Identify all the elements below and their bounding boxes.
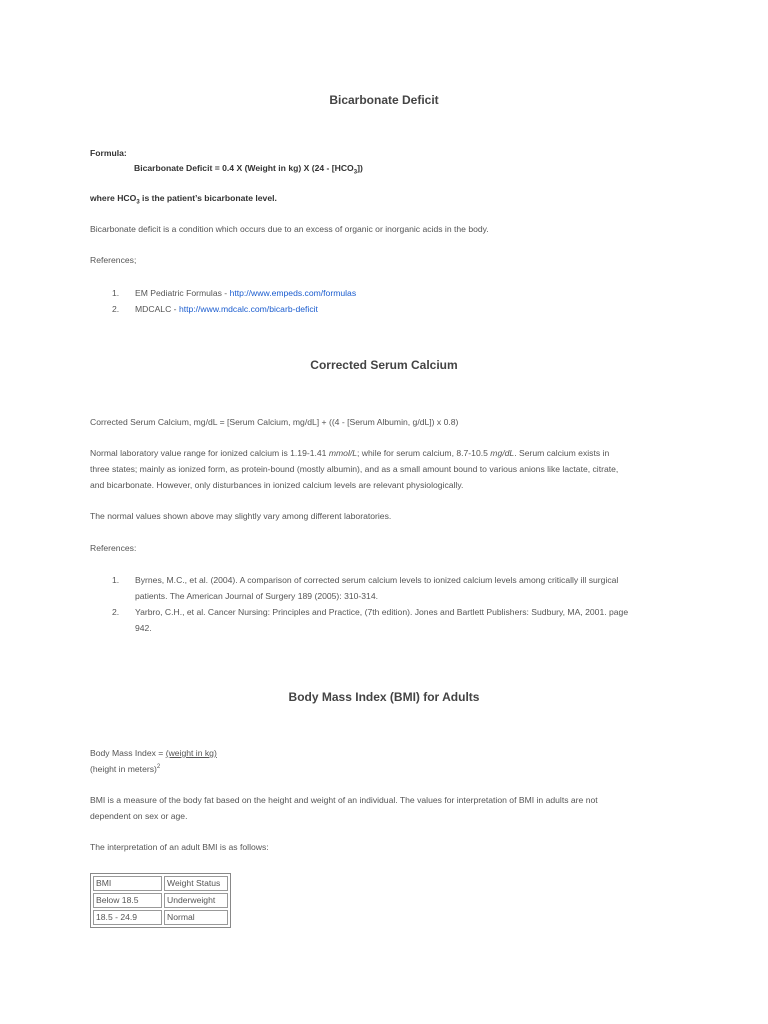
table-header-weight-status: Weight Status xyxy=(164,876,228,891)
bmi-interpretation-label: The interpretation of an adult BMI is as follows: xyxy=(90,842,269,852)
calcium-vary-note: The normal values shown above may slightly vary among different laboratories. xyxy=(90,511,392,521)
table-header-bmi: BMI xyxy=(93,876,162,891)
bicarb-where-note: where $HCO_3$ is the patient’s bicarbonate level. xyxy=(90,193,277,206)
bmi-description-line2: dependent on sex or age. xyxy=(90,811,188,821)
bmi-formula-denominator: (height in meters)$^2$ xyxy=(90,764,161,774)
calcium-normal-line2: three states; mainly as ionized form, as protein-bound (mostly albumin), and as a small amount bound to various anions like lactate, citrate, xyxy=(90,464,619,474)
bicarb-references-label: References; xyxy=(90,255,137,265)
table-row xyxy=(93,876,228,891)
bmi-formula-numerator: Body Mass Index = (weight in kg) xyxy=(90,748,217,758)
bmi-table xyxy=(90,873,231,928)
empeds-formulas-link[interactable]: http://www.empeds.com/formulas xyxy=(229,288,357,298)
table-row xyxy=(93,910,228,925)
formula-label: Formula: xyxy=(90,148,127,158)
bicarb-formula: Bicarbonate Deficit = 0.4 X (Weight in kg) X $(24 - [HCO_3])$ xyxy=(134,163,363,176)
bicarbonate-deficit-heading: Bicarbonate Deficit xyxy=(329,93,439,107)
corrected-serum-calcium-heading: Corrected Serum Calcium xyxy=(310,358,458,372)
table-cell: Below 18.5 xyxy=(93,893,162,908)
calcium-normal-line1: Normal laboratory value range for ionized calcium is 1.19-1.41 mmol/L; while for serum calcium, 8.7-10.5 mg/dL. Serum calcium exists in xyxy=(90,448,610,458)
bmi-description-line1: BMI is a measure of the body fat based on the height and weight of an individual. The values for interpretation of BMI in adults are not xyxy=(90,795,598,805)
table-cell: 18.5 - 24.9 xyxy=(93,910,162,925)
table-row xyxy=(93,893,228,908)
bmi-heading: Body Mass Index (BMI) for Adults xyxy=(288,690,480,704)
mdcalc-bicarb-link[interactable]: http://www.mdcalc.com/bicarb-deficit xyxy=(178,304,318,314)
table-cell: Normal xyxy=(164,910,228,925)
calcium-references-label: References: xyxy=(90,543,137,553)
table-cell: Underweight xyxy=(164,893,228,908)
calcium-normal-line3: and bicarbonate. However, only disturbances in ionized calcium levels are relevant physiologically. xyxy=(90,480,464,490)
bicarb-description: Bicarbonate deficit is a condition which occurs due to an excess of organic or inorganic acids in the body. xyxy=(90,224,489,234)
calcium-formula: Corrected Serum Calcium, mg/dL = [Serum Calcium, mg/dL] + ((4 - [Serum Albumin, g/dL]) x 0.8) xyxy=(90,417,459,427)
